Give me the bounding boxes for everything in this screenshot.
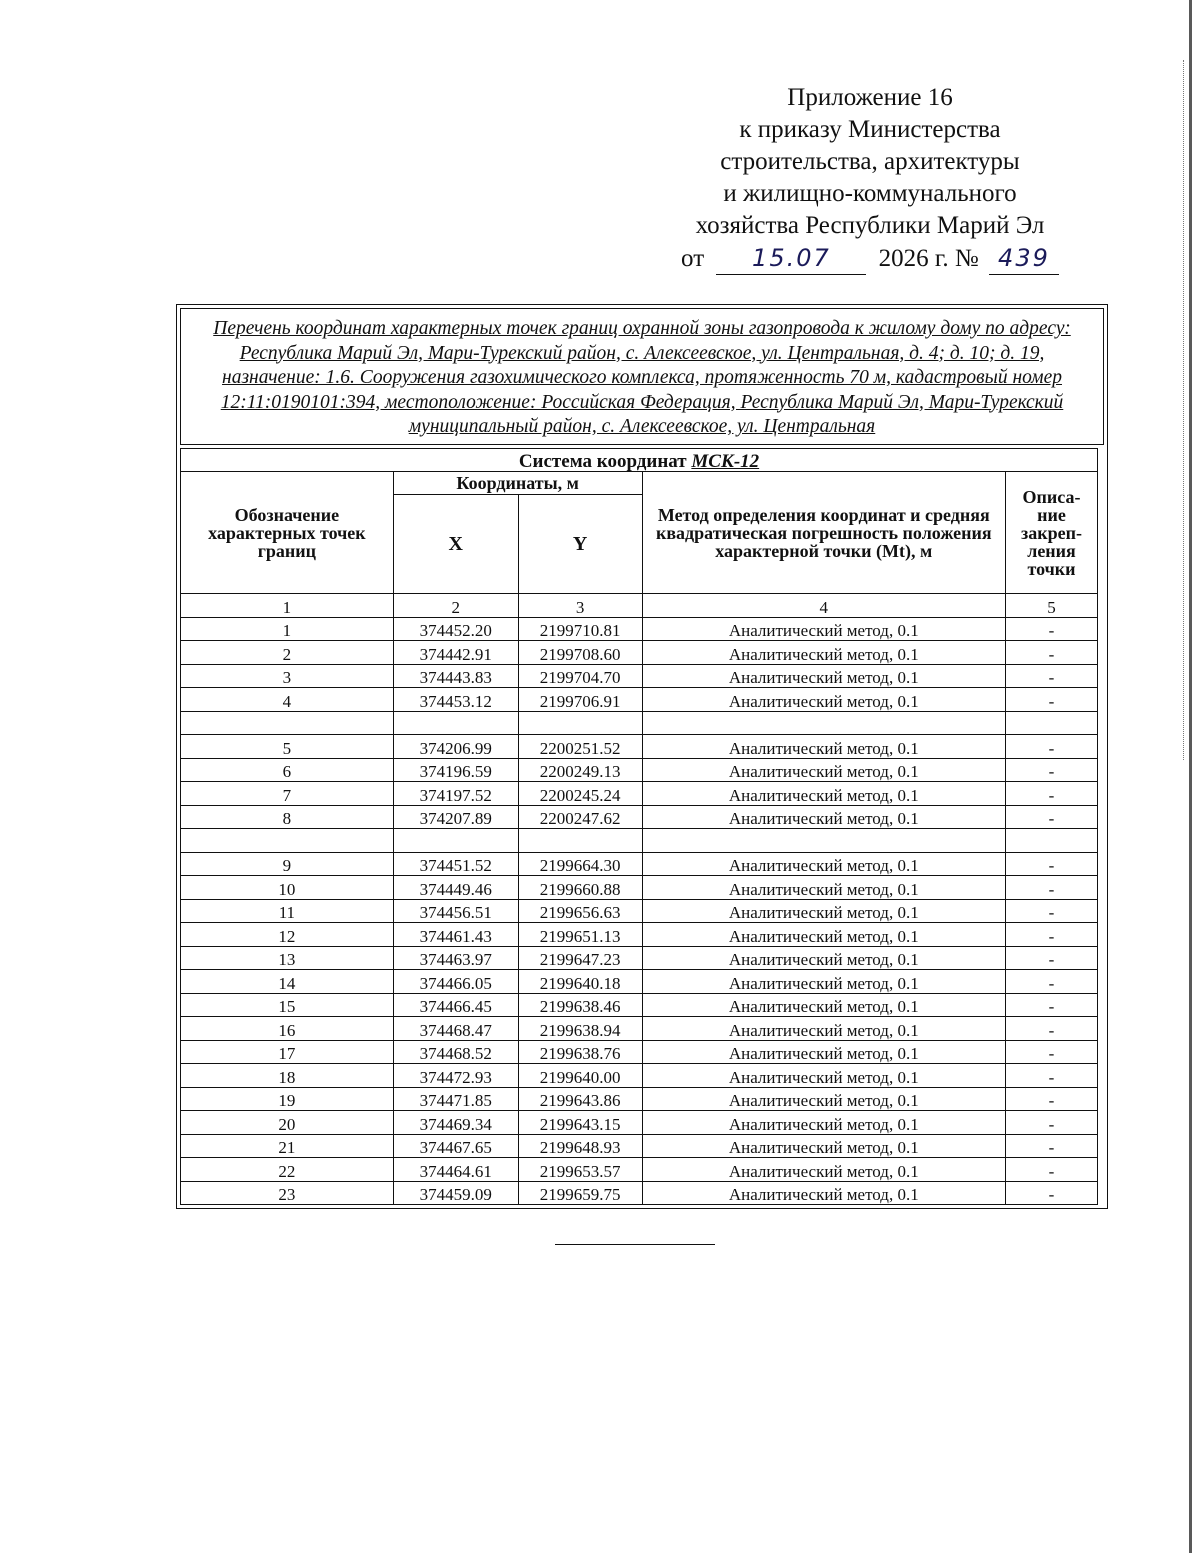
x-value: 374456.51 (393, 899, 518, 923)
point-number: 9 (181, 852, 394, 876)
coord-system-value: МСК-12 (691, 451, 760, 472)
y-value: 2200251.52 (518, 735, 642, 759)
method-value: Аналитический метод, 0.1 (642, 782, 1005, 806)
x-value: 374206.99 (393, 735, 518, 759)
table-row (181, 1064, 1098, 1088)
x-value: 374453.12 (393, 688, 518, 712)
y-value: 2199640.18 (518, 970, 642, 994)
desc-value: - (1006, 1087, 1098, 1111)
x-value: 374459.09 (393, 1181, 518, 1205)
col-coords-header: Координаты, м (393, 472, 642, 495)
table-row (181, 970, 1098, 994)
x-value: 374196.59 (393, 758, 518, 782)
coordinates-body (181, 617, 1098, 1205)
header-date-line (640, 242, 1100, 275)
method-value: Аналитический метод, 0.1 (642, 852, 1005, 876)
table-row (181, 1158, 1098, 1182)
x-value: 374197.52 (393, 782, 518, 806)
desc-value: - (1006, 758, 1098, 782)
desc-value: - (1006, 876, 1098, 900)
point-number: 16 (181, 1017, 394, 1041)
handwritten-order-number: 439 (989, 242, 1059, 275)
y-value: 2199656.63 (518, 899, 642, 923)
separator-cell (181, 829, 394, 853)
method-value: Аналитический метод, 0.1 (642, 1181, 1005, 1205)
method-value: Аналитический метод, 0.1 (642, 805, 1005, 829)
table-row (181, 899, 1098, 923)
coord-system-row (181, 448, 1098, 472)
table-row (181, 852, 1098, 876)
point-number: 19 (181, 1087, 394, 1111)
table-row (181, 1087, 1098, 1111)
header-line-1: Приложение 16 (787, 84, 953, 111)
col-number-1: 1 (181, 594, 394, 618)
desc-value: - (1006, 688, 1098, 712)
point-number: 2 (181, 641, 394, 665)
x-value: 374472.93 (393, 1064, 518, 1088)
x-value: 374468.52 (393, 1040, 518, 1064)
desc-value: - (1006, 1064, 1098, 1088)
x-value: 374468.47 (393, 1017, 518, 1041)
separator-cell (393, 829, 518, 853)
group-separator-row (181, 711, 1098, 735)
coordinates-table (180, 448, 1098, 1206)
y-value: 2199651.13 (518, 923, 642, 947)
col-desc-header: Описа-ние закреп-ления точки (1006, 472, 1098, 594)
point-number: 21 (181, 1134, 394, 1158)
desc-value: - (1006, 1017, 1098, 1041)
point-number: 11 (181, 899, 394, 923)
point-number: 17 (181, 1040, 394, 1064)
method-value: Аналитический метод, 0.1 (642, 923, 1005, 947)
x-value: 374443.83 (393, 664, 518, 688)
header-line-2: к приказу Министерства (739, 116, 1001, 143)
table-row (181, 1017, 1098, 1041)
table-row (181, 735, 1098, 759)
coordinates-document (176, 304, 1108, 1209)
table-row (181, 1181, 1098, 1205)
table-row (181, 664, 1098, 688)
appendix-header (640, 82, 1100, 275)
coord-system-cell (181, 448, 1098, 472)
separator-cell (518, 711, 642, 735)
desc-value: - (1006, 923, 1098, 947)
scan-edge-dots (1182, 60, 1184, 760)
method-value: Аналитический метод, 0.1 (642, 1087, 1005, 1111)
method-value: Аналитический метод, 0.1 (642, 1017, 1005, 1041)
separator-cell (642, 829, 1005, 853)
method-value: Аналитический метод, 0.1 (642, 1064, 1005, 1088)
x-value: 374452.20 (393, 617, 518, 641)
column-numbers-row (181, 594, 1098, 618)
point-number: 12 (181, 923, 394, 947)
method-value: Аналитический метод, 0.1 (642, 735, 1005, 759)
x-value: 374471.85 (393, 1087, 518, 1111)
desc-value: - (1006, 946, 1098, 970)
x-value: 374467.65 (393, 1134, 518, 1158)
desc-value: - (1006, 1040, 1098, 1064)
year-text: 2026 г. № (878, 245, 979, 272)
method-value: Аналитический метод, 0.1 (642, 946, 1005, 970)
coord-system-label: Система координат (518, 451, 687, 472)
y-value: 2200249.13 (518, 758, 642, 782)
method-value: Аналитический метод, 0.1 (642, 641, 1005, 665)
table-row (181, 923, 1098, 947)
x-value: 374207.89 (393, 805, 518, 829)
x-value: 374466.05 (393, 970, 518, 994)
desc-value: - (1006, 993, 1098, 1017)
point-number: 10 (181, 876, 394, 900)
col-x-header: X (393, 495, 518, 594)
desc-value: - (1006, 899, 1098, 923)
desc-value: - (1006, 617, 1098, 641)
y-value: 2199706.91 (518, 688, 642, 712)
desc-value: - (1006, 1134, 1098, 1158)
x-value: 374469.34 (393, 1111, 518, 1135)
y-value: 2200247.62 (518, 805, 642, 829)
y-value: 2199640.00 (518, 1064, 642, 1088)
point-number: 15 (181, 993, 394, 1017)
date-prefix: от (681, 245, 705, 272)
table-row (181, 1040, 1098, 1064)
col-number-2: 2 (393, 594, 518, 618)
x-value: 374442.91 (393, 641, 518, 665)
separator-cell (642, 711, 1005, 735)
separator-cell (1006, 711, 1098, 735)
desc-value: - (1006, 852, 1098, 876)
point-number: 5 (181, 735, 394, 759)
point-number: 1 (181, 617, 394, 641)
method-value: Аналитический метод, 0.1 (642, 617, 1005, 641)
separator-cell (518, 829, 642, 853)
desc-value: - (1006, 782, 1098, 806)
end-separator-line (555, 1244, 715, 1245)
y-value: 2199643.86 (518, 1087, 642, 1111)
y-value: 2200245.24 (518, 782, 642, 806)
point-number: 20 (181, 1111, 394, 1135)
y-value: 2199638.94 (518, 1017, 642, 1041)
y-value: 2199659.75 (518, 1181, 642, 1205)
method-value: Аналитический метод, 0.1 (642, 688, 1005, 712)
separator-cell (181, 711, 394, 735)
table-row (181, 946, 1098, 970)
method-value: Аналитический метод, 0.1 (642, 876, 1005, 900)
document-title: Перечень координат характерных точек границ охранной зоны газопровода к жилому дому по адресу: Республика Марий Эл, Мари-Турекский район, с. Алексеевское, ул. Центральная, д. 4; д. 10; д. 19, назначение: 1.6. Сооружения газохимического комплекса, протяженность 70 м, кадастровый номер 12:11:0190101:394, местоположение: Российская Федерация, Республика Марий Эл, Мари-Турекский муниципальный район, с. Алексеевское, ул. Центральная (180, 308, 1104, 445)
point-number: 23 (181, 1181, 394, 1205)
col-point-header: Обозначение характерных точек границ (181, 472, 394, 594)
group-separator-row (181, 829, 1098, 853)
y-value: 2199653.57 (518, 1158, 642, 1182)
header-line-5: хозяйства Республики Марий Эл (695, 212, 1045, 239)
scan-edge (1189, 0, 1192, 1553)
desc-value: - (1006, 805, 1098, 829)
x-value: 374463.97 (393, 946, 518, 970)
y-value: 2199643.15 (518, 1111, 642, 1135)
y-value: 2199704.70 (518, 664, 642, 688)
method-value: Аналитический метод, 0.1 (642, 899, 1005, 923)
table-row (181, 1134, 1098, 1158)
col-number-5: 5 (1006, 594, 1098, 618)
method-value: Аналитический метод, 0.1 (642, 970, 1005, 994)
header-row-1 (181, 472, 1098, 495)
y-value: 2199638.46 (518, 993, 642, 1017)
method-value: Аналитический метод, 0.1 (642, 1111, 1005, 1135)
col-number-4: 4 (642, 594, 1005, 618)
x-value: 374466.45 (393, 993, 518, 1017)
table-row (181, 758, 1098, 782)
desc-value: - (1006, 664, 1098, 688)
point-number: 4 (181, 688, 394, 712)
handwritten-date: 15.07 (716, 242, 866, 275)
y-value: 2199648.93 (518, 1134, 642, 1158)
table-row (181, 1111, 1098, 1135)
y-value: 2199660.88 (518, 876, 642, 900)
x-value: 374451.52 (393, 852, 518, 876)
point-number: 7 (181, 782, 394, 806)
point-number: 14 (181, 970, 394, 994)
y-value: 2199647.23 (518, 946, 642, 970)
point-number: 22 (181, 1158, 394, 1182)
col-method-header: Метод определения координат и средняя квадратическая погрешность положения характерной точки (Mt), м (642, 472, 1005, 594)
method-value: Аналитический метод, 0.1 (642, 1134, 1005, 1158)
y-value: 2199638.76 (518, 1040, 642, 1064)
separator-cell (393, 711, 518, 735)
method-value: Аналитический метод, 0.1 (642, 1158, 1005, 1182)
table-row (181, 876, 1098, 900)
y-value: 2199708.60 (518, 641, 642, 665)
desc-value: - (1006, 1181, 1098, 1205)
method-value: Аналитический метод, 0.1 (642, 664, 1005, 688)
point-number: 18 (181, 1064, 394, 1088)
header-line-3: строительства, архитектуры (720, 148, 1020, 175)
table-row (181, 993, 1098, 1017)
x-value: 374449.46 (393, 876, 518, 900)
table-row (181, 805, 1098, 829)
point-number: 8 (181, 805, 394, 829)
method-value: Аналитический метод, 0.1 (642, 758, 1005, 782)
table-row (181, 782, 1098, 806)
table-row (181, 641, 1098, 665)
separator-cell (1006, 829, 1098, 853)
table-row (181, 617, 1098, 641)
header-line-4: и жилищно-коммунального (723, 180, 1017, 207)
point-number: 6 (181, 758, 394, 782)
desc-value: - (1006, 970, 1098, 994)
point-number: 13 (181, 946, 394, 970)
y-value: 2199710.81 (518, 617, 642, 641)
col-y-header: Y (518, 495, 642, 594)
col-number-3: 3 (518, 594, 642, 618)
desc-value: - (1006, 735, 1098, 759)
method-value: Аналитический метод, 0.1 (642, 1040, 1005, 1064)
desc-value: - (1006, 1158, 1098, 1182)
desc-value: - (1006, 1111, 1098, 1135)
table-row (181, 688, 1098, 712)
method-value: Аналитический метод, 0.1 (642, 993, 1005, 1017)
point-number: 3 (181, 664, 394, 688)
desc-value: - (1006, 641, 1098, 665)
x-value: 374464.61 (393, 1158, 518, 1182)
y-value: 2199664.30 (518, 852, 642, 876)
x-value: 374461.43 (393, 923, 518, 947)
